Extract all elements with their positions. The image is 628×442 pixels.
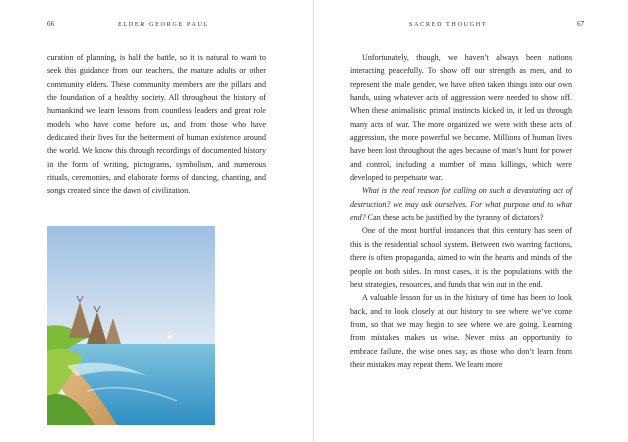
page-number: 66	[47, 20, 55, 28]
page-number: 67	[577, 20, 585, 28]
body-text	[350, 51, 572, 371]
paragraph: One of the most hurtful instances that this century has seen of this is the residential school system. Between two warring factions, there is often propaganda, aimed to win the hearts and minds of the people on both sides. In most cases, it is the populations with the best strategies, resources, and funds that win out in the end.	[350, 226, 572, 289]
paragraph: curation of planning, is half the battle, so it is natural to want to seek this guidance from our teachers, the mature adults or other community elders. These community members are the pillars and the foundation of a healthy society. All throughout the history of humankind we learn lessons from countless leaders and great role models who have come before us, and from those who have dedicated their lives for the betterment of human existence around the world. We know this through recordings of documented history in the form of writing, pictograms, symbolism, and numerous rituals, ceremonies, and elaborate forms of dancing, chanting, and songs created since the dawn of civilization.	[47, 53, 266, 196]
right-page	[314, 0, 628, 442]
running-head: SACRED THOUGHT	[409, 21, 488, 28]
paragraph: Unfortunately, though, we haven’t always been nations interacting peacefully. To show off our strength as men, and to represent the male gender, we have often taken things into our own hands, using whatever acts of aggression were needed to show off. When these animalistic primal instincts kicked in, it led us through many acts of war. The more organized we were with these acts of aggression, the more powerful we became. Millions of human lives have been lost throughout the ages because of man’s hunt for power and control, including a number of mass killings, which were developed to perpetuate war.	[350, 53, 572, 183]
illustration-painting	[47, 226, 215, 425]
question-italic: What is the real reason for calling on such a devastating act of destruction? we may ask ourselves. For what purpose and to what end?	[350, 186, 572, 223]
paragraph: A valuable lesson for us in the history of time has been to look back, and to look closely at our history to see where we’ve come from, so that we may begin to see where we are going. Learning from mistakes makes us wise. Never miss an opportunity to embrace failure, the wise ones say, as those who don’t learn from their mistakes may repeat them. We learn more	[350, 293, 572, 369]
tipi-shoreline-illustration	[47, 226, 215, 425]
body-text	[47, 51, 266, 198]
running-head: ELDER GEORGE PAUL	[118, 21, 209, 28]
paragraph-question	[350, 184, 572, 224]
question-upright: Can these acts be justified by the tyranny of dictators?	[367, 213, 544, 223]
